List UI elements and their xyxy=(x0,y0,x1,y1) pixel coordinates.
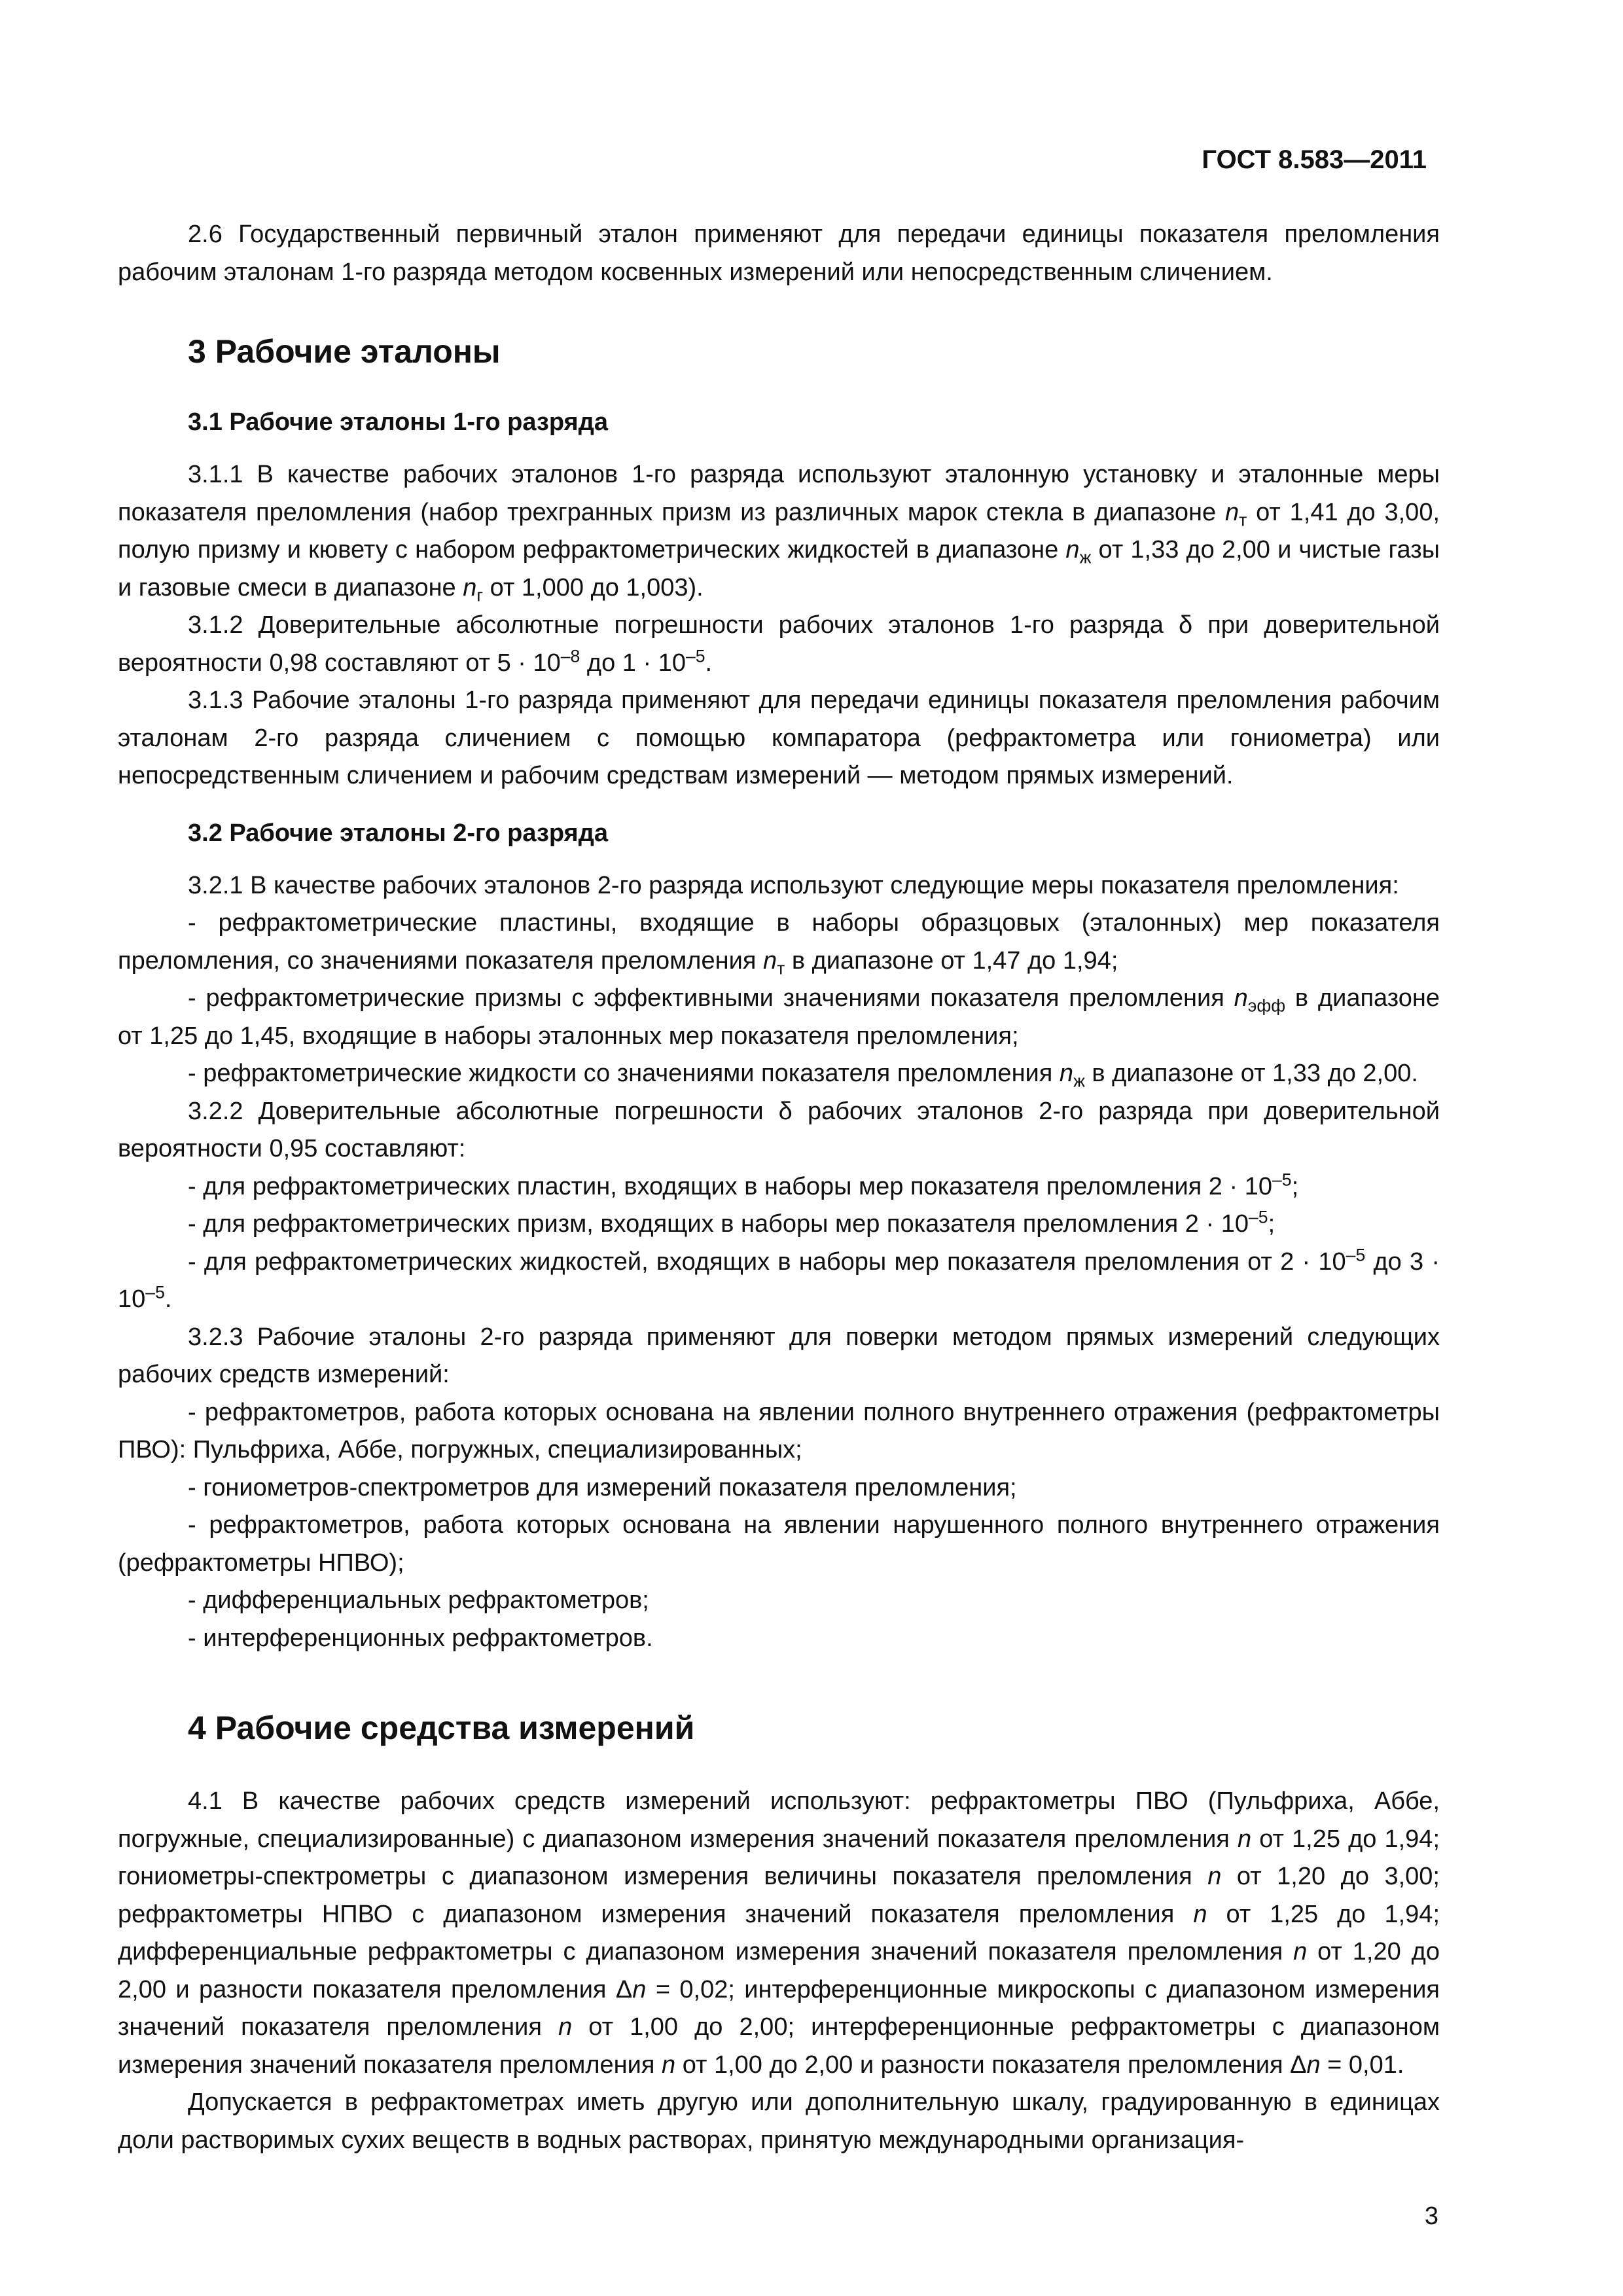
paragraph: 3.2.3 Рабочие эталоны 2-го разряда применяют для поверки методом прямых измерений следующих рабочих средств измерений: xyxy=(118,1323,1440,1388)
paragraph: 4.1 В качестве рабочих средств измерений используют: рефрактометры ПВО (Пульфриха, Аббе, погружные, специализированные) с диапазоном измерения значений показателя преломления n от 1,25 до 1,94; гониометры-спектрометры с диапазоном измерения величины показателя преломления n от 1,20 до 3,00; рефрактометры НПВО с диапазоном измерения значений показателя преломления n от 1,25 до 1,94; дифференциальные рефрактометры с диапазоном измерения значений показателя преломления n от 1,20 до 2,00 и разности показателя преломления Δn = 0,02; интерференционные микроскопы с диапазоном измерения значений показателя преломления n от 1,00 до 2,00; интерференционные рефрактометры с диапазоном измерения значений показателя преломления n от 1,00 до 2,00 и разности показателя преломления Δn = 0,01. xyxy=(118,1787,1440,2079)
section-heading: 3 Рабочие эталоны xyxy=(188,333,501,370)
paragraph: 3.1.2 Доверительные абсолютные погрешности рабочих эталонов 1-го разряда δ при доверительной вероятности 0,98 составляют от $5 \cdot 10^{-8}$ до $1 \cdot 10^{-5}$. xyxy=(118,611,1440,677)
paragraph: 3.2.2 Доверительные абсолютные погрешности δ рабочих эталонов 2-го разряда при доверительной вероятности 0,95 составляют: xyxy=(118,1097,1440,1162)
paragraph: - для рефрактометрических пластин, входящих в наборы мер показателя преломления $2 \cdot 10^{-5}$; xyxy=(188,1169,1299,1200)
document-code: ГОСТ 8.583—2011 xyxy=(1202,145,1427,174)
paragraph: - гониометров-спектрометров для измерений показателя преломления; xyxy=(188,1473,1017,1501)
paragraph: - рефрактометров, работа которых основана на явлении нарушенного полного внутреннего отражения (рефрактометры НПВО); xyxy=(118,1511,1440,1577)
paragraph: - для рефрактометрических жидкостей, входящих в наборы мер показателя преломления от $2 \cdot 10^{-5}$ до $3 \cdot 10^{-5}$. xyxy=(118,1244,1440,1313)
subsection-heading: 3.1 Рабочие эталоны 1-го разряда xyxy=(188,408,608,436)
paragraph: 2.6 Государственный первичный эталон применяют для передачи единицы показателя преломления рабочим эталонам 1-го разряда методом косвенных измерений или непосредственным сличением. xyxy=(118,221,1440,286)
paragraph: 3.2.1 В качестве рабочих эталонов 2-го разряда используют следующие меры показателя преломления: xyxy=(188,871,1399,899)
paragraph: - рефрактометрические пластины, входящие в наборы образцовых (эталонных) мер показателя преломления, со значениями показателя преломления $n_т$ в диапазоне от 1,47 до 1,94; xyxy=(118,909,1440,978)
subsection-heading: 3.2 Рабочие эталоны 2-го разряда xyxy=(188,819,608,847)
paragraph: - дифференциальных рефрактометров; xyxy=(188,1587,649,1614)
paragraph: 3.1.3 Рабочие эталоны 1-го разряда применяют для передачи единицы показателя преломления рабочим эталонам 2-го разряда сличением с помощью компаратора (рефрактометра или гониометра) или непосредственным сличением и рабочим средствам измерений — методом прямых измерений. xyxy=(118,687,1440,789)
document-body xyxy=(118,216,1440,2159)
paragraph: - для рефрактометрических призм, входящих в наборы мер показателя преломления $2 \cdot 10^{-5}$; xyxy=(188,1207,1275,1238)
paragraph: 3.1.1 В качестве рабочих эталонов 1-го разряда используют эталонную установку и эталонные меры показателя преломления (набор трехгранных призм из различных марок стекла в диапазоне $n_т$ от 1,41 до 3,00, полую призму и кювету с набором рефрактометрических жидкостей в диапазоне $n_ж$ от 1,33 до 2,00 и чистые газы и газовые смеси в диапазоне $n_г$ от 1,000 до 1,003). xyxy=(118,461,1440,605)
paragraph: - интерференционных рефрактометров. xyxy=(188,1624,653,1652)
page-number: 3 xyxy=(1424,2202,1438,2230)
paragraph: Допускается в рефрактометрах иметь другую или дополнительную шкалу, градуированную в единицах доли растворимых сухих веществ в водных растворах, принятую международными организация- xyxy=(118,2089,1440,2154)
paragraph: - рефрактометрические жидкости со значениями показателя преломления $n_ж$ в диапазоне от 1,33 до 2,00. xyxy=(188,1060,1418,1091)
section-heading: 4 Рабочие средства измерений xyxy=(188,1710,695,1746)
paragraph: - рефрактометрические призмы с эффективными значениями показателя преломления $n_{эфф}$ в диапазоне от 1,25 до 1,45, входящие в наборы эталонных мер показателя преломления; xyxy=(118,984,1440,1050)
paragraph: - рефрактометров, работа которых основана на явлении полного внутреннего отражения (рефрактометры ПВО): Пульфриха, Аббе, погружных, специализированных; xyxy=(118,1398,1440,1463)
